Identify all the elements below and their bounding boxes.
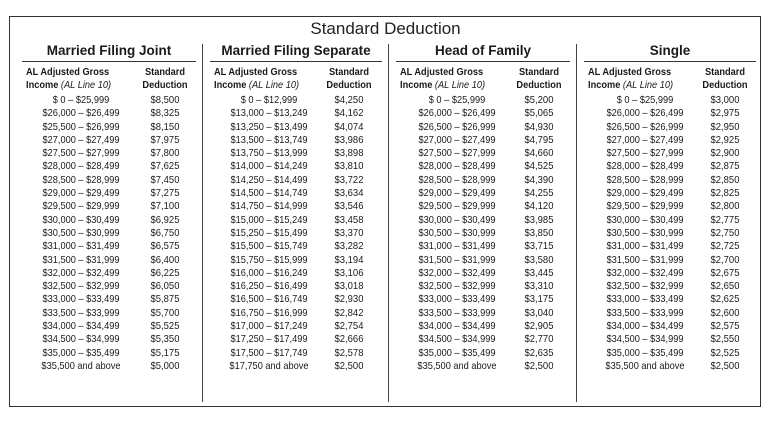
table-row [390,254,576,267]
table-row [578,134,762,147]
table-row [16,200,202,213]
income-range: $30,500 – $30,999 [42,226,120,239]
section-married-filing-separate [204,42,388,402]
deduction-amount: $7,975 [150,133,180,146]
income-range: $28,000 – $28,499 [418,160,496,173]
income-range: $33,000 – $33,499 [42,293,120,306]
deduction-amount: $2,875 [710,160,740,173]
income-range: $ 0 – $12,999 [240,94,298,106]
table-row [578,333,762,346]
table-row [578,200,762,213]
table-row [390,360,576,373]
income-range: $14,500 – $14,749 [230,187,308,200]
income-range: $32,500 – $32,999 [606,280,684,293]
income-range: $32,500 – $32,999 [418,280,496,293]
table-row [578,307,762,320]
income-range: $30,000 – $30,499 [42,213,120,226]
deduction-rows [16,94,202,373]
deduction-amount: $8,500 [150,94,180,106]
income-range: $13,000 – $13,249 [230,107,308,120]
table-row [578,160,762,173]
deduction-amount: $3,715 [524,240,554,253]
table-row [390,121,576,134]
deduction-amount: $6,400 [150,253,180,266]
income-range: $26,500 – $26,999 [606,120,684,133]
section-heading: Married Filing Separate [210,42,382,62]
deduction-column-header: Standard Deduction [702,66,748,91]
section-heading: Single [584,42,756,62]
income-range: $17,500 – $17,749 [230,346,308,359]
table-row [16,107,202,120]
deduction-amount: $2,925 [710,133,740,146]
deduction-amount: $2,850 [710,173,740,186]
table-row [390,227,576,240]
table-row [16,227,202,240]
deduction-amount: $2,775 [710,213,740,226]
table-row [578,121,762,134]
table-row [578,267,762,280]
income-range: $27,000 – $27,499 [42,133,120,146]
income-range: $28,500 – $28,999 [418,173,496,186]
income-range: $34,000 – $34,499 [42,320,120,333]
deduction-column-header: Standard Deduction [326,66,372,91]
deduction-amount: $2,800 [710,200,740,213]
table-row [390,94,576,107]
income-range: $34,000 – $34,499 [418,320,496,333]
deduction-amount: $3,580 [524,253,554,266]
table-row [390,200,576,213]
income-range: $33,000 – $33,499 [606,293,684,306]
deduction-amount: $4,250 [334,94,364,106]
table-row [16,240,202,253]
income-range: $31,500 – $31,999 [606,253,684,266]
table-row [204,214,388,227]
income-range: $29,500 – $29,999 [418,200,496,213]
income-range: $29,000 – $29,499 [606,187,684,200]
income-range: $27,500 – $27,999 [606,147,684,160]
deduction-amount: $2,975 [710,107,740,120]
income-range: $17,750 and above [229,359,309,372]
table-row [390,240,576,253]
deduction-amount: $5,700 [150,306,180,319]
deduction-amount: $2,600 [710,306,740,319]
table-row [16,160,202,173]
income-range: $32,000 – $32,499 [42,266,120,279]
table-row [204,320,388,333]
deduction-amount: $2,500 [710,359,740,372]
income-range: $30,000 – $30,499 [418,213,496,226]
income-range: $34,500 – $34,999 [418,333,496,346]
deduction-amount: $3,282 [334,240,364,253]
table-row [204,200,388,213]
deduction-amount: $7,450 [150,173,180,186]
deduction-amount: $2,500 [524,359,554,372]
table-row [204,147,388,160]
table-row [390,174,576,187]
deduction-amount: $7,800 [150,147,180,160]
table-row [204,293,388,306]
table-row [578,187,762,200]
income-range: $31,000 – $31,499 [606,240,684,253]
deduction-amount: $5,200 [524,94,554,106]
income-range: $16,250 – $16,499 [230,280,308,293]
deduction-amount: $2,905 [524,320,554,333]
table-row [390,214,576,227]
table-row [578,254,762,267]
table-row [16,360,202,373]
income-range: $32,000 – $32,499 [418,266,496,279]
deduction-amount: $2,725 [710,240,740,253]
deduction-amount: $2,930 [334,293,364,306]
table-row [390,307,576,320]
deduction-amount: $4,795 [524,133,554,146]
income-range: $35,500 and above [417,359,497,372]
deduction-amount: $6,575 [150,240,180,253]
deduction-amount: $4,162 [334,107,364,120]
deduction-amount: $2,575 [710,320,740,333]
table-row [16,121,202,134]
deduction-amount: $6,750 [150,226,180,239]
income-range: $35,500 and above [605,359,685,372]
deduction-amount: $7,275 [150,187,180,200]
income-range: $30,000 – $30,499 [606,213,684,226]
income-range: $16,000 – $16,249 [230,266,308,279]
deduction-amount: $6,050 [150,280,180,293]
income-range: $33,500 – $33,999 [418,306,496,319]
table-row [204,227,388,240]
income-range: $15,250 – $15,499 [230,226,308,239]
range-column-header: AL Adjusted Gross Income (AL Line 10) [400,66,486,91]
income-range: $33,000 – $33,499 [418,293,496,306]
income-range: $26,000 – $26,499 [418,107,496,120]
income-range: $35,000 – $35,499 [418,346,496,359]
deduction-amount: $3,634 [334,187,364,200]
deduction-amount: $4,120 [524,200,554,213]
deduction-amount: $3,546 [334,200,364,213]
deduction-amount: $2,525 [710,346,740,359]
income-range: $33,500 – $33,999 [42,306,120,319]
table-row [16,280,202,293]
deduction-amount: $3,458 [334,213,364,226]
deduction-amount: $2,750 [710,226,740,239]
deduction-amount: $8,325 [150,107,180,120]
income-range: $30,500 – $30,999 [606,226,684,239]
deduction-amount: $4,525 [524,160,554,173]
table-row [578,107,762,120]
table-row [390,267,576,280]
table-row [16,94,202,107]
range-column-header: AL Adjusted Gross Income (AL Line 10) [214,66,300,91]
income-range: $33,500 – $33,999 [606,306,684,319]
deduction-amount: $2,635 [524,346,554,359]
table-row [390,280,576,293]
income-range: $35,000 – $35,499 [42,346,120,359]
income-range: $ 0 – $25,999 [428,94,486,106]
table-row [204,333,388,346]
income-range: $13,750 – $13,999 [230,147,308,160]
table-row [16,293,202,306]
deduction-amount: $2,625 [710,293,740,306]
deduction-amount: $5,525 [150,320,180,333]
income-range: $26,500 – $26,999 [418,120,496,133]
table-row [204,280,388,293]
income-range: $31,500 – $31,999 [418,253,496,266]
income-range: $35,000 – $35,499 [606,346,684,359]
table-row [16,254,202,267]
table-row [204,360,388,373]
table-row [578,94,762,107]
income-range: $32,500 – $32,999 [42,280,120,293]
deduction-amount: $5,875 [150,293,180,306]
income-range: $27,000 – $27,499 [606,133,684,146]
section-single [578,42,762,402]
table-row [204,240,388,253]
income-range: $31,000 – $31,499 [418,240,496,253]
deduction-amount: $2,666 [334,333,364,346]
deduction-amount: $2,675 [710,266,740,279]
income-range: $ 0 – $25,999 [616,94,674,106]
deduction-amount: $3,040 [524,306,554,319]
deduction-amount: $3,310 [524,280,554,293]
income-range: $26,000 – $26,499 [42,107,120,120]
deduction-amount: $3,722 [334,173,364,186]
deduction-amount: $3,175 [524,293,554,306]
section-heading: Married Filing Joint [22,42,196,62]
table-row [204,187,388,200]
income-range: $14,000 – $14,249 [230,160,308,173]
deduction-rows [204,94,388,373]
income-range: $29,500 – $29,999 [606,200,684,213]
income-range: $30,500 – $30,999 [418,226,496,239]
deduction-amount: $3,194 [334,253,364,266]
income-range: $26,000 – $26,499 [606,107,684,120]
table-row [204,267,388,280]
table-row [390,107,576,120]
deduction-amount: $4,660 [524,147,554,160]
deduction-amount: $6,925 [150,213,180,226]
deduction-rows [578,94,762,373]
table-row [578,347,762,360]
section-head-of-family [390,42,576,402]
deduction-amount: $5,175 [150,346,180,359]
income-range: $16,500 – $16,749 [230,293,308,306]
table-row [16,147,202,160]
deduction-amount: $3,018 [334,280,364,293]
income-range: $14,750 – $14,999 [230,200,308,213]
income-range: $ 0 – $25,999 [52,94,110,106]
page-title: Standard Deduction [310,19,461,38]
deduction-amount: $4,074 [334,120,364,133]
income-range: $34,500 – $34,999 [606,333,684,346]
table-row [16,333,202,346]
table-row [16,347,202,360]
range-column-header: AL Adjusted Gross Income (AL Line 10) [588,66,674,91]
table-row [204,107,388,120]
deduction-amount: $7,625 [150,160,180,173]
deduction-column-header: Standard Deduction [516,66,562,91]
deduction-amount: $3,986 [334,133,364,146]
income-range: $29,500 – $29,999 [42,200,120,213]
section-married-filing-joint [16,42,202,402]
deduction-amount: $3,000 [710,94,740,106]
table-row [578,147,762,160]
deduction-amount: $4,255 [524,187,554,200]
table-row [16,187,202,200]
income-range: $34,500 – $34,999 [42,333,120,346]
income-range: $13,500 – $13,749 [230,133,308,146]
table-row [204,134,388,147]
income-range: $32,000 – $32,499 [606,266,684,279]
income-range: $14,250 – $14,499 [230,173,308,186]
table-row [204,121,388,134]
table-row [390,320,576,333]
deduction-amount: $3,106 [334,266,364,279]
income-range: $29,000 – $29,499 [42,187,120,200]
income-range: $27,000 – $27,499 [418,133,496,146]
deduction-amount: $2,650 [710,280,740,293]
deduction-amount: $3,985 [524,213,554,226]
range-column-header: AL Adjusted Gross Income (AL Line 10) [26,66,112,91]
table-row [390,293,576,306]
table-row [390,187,576,200]
table-row [204,347,388,360]
table-row [16,134,202,147]
income-range: $29,000 – $29,499 [418,187,496,200]
income-range: $28,000 – $28,499 [606,160,684,173]
table-row [16,307,202,320]
table-row [578,360,762,373]
deduction-amount: $7,100 [150,200,180,213]
table-row [578,320,762,333]
deduction-amount: $3,370 [334,226,364,239]
table-row [204,174,388,187]
income-range: $31,000 – $31,499 [42,240,120,253]
income-range: $13,250 – $13,499 [230,120,308,133]
deduction-amount: $3,810 [334,160,364,173]
deduction-amount: $6,225 [150,266,180,279]
income-range: $15,000 – $15,249 [230,213,308,226]
income-range: $35,500 and above [41,359,121,372]
deduction-rows [390,94,576,373]
section-divider [576,44,577,402]
section-divider [202,44,203,402]
table-row [390,347,576,360]
table-row [578,214,762,227]
deduction-amount: $3,445 [524,266,554,279]
table-row [204,254,388,267]
income-range: $34,000 – $34,499 [606,320,684,333]
income-range: $28,000 – $28,499 [42,160,120,173]
deduction-amount: $2,578 [334,346,364,359]
deduction-amount: $2,754 [334,320,364,333]
table-row [390,333,576,346]
deduction-amount: $4,930 [524,120,554,133]
table-row [578,174,762,187]
income-range: $31,500 – $31,999 [42,253,120,266]
income-range: $28,500 – $28,999 [42,173,120,186]
deduction-amount: $2,500 [334,359,364,372]
income-range: $15,750 – $15,999 [230,253,308,266]
table-row [16,267,202,280]
deduction-amount: $2,825 [710,187,740,200]
table-row [390,134,576,147]
income-range: $27,500 – $27,999 [42,147,120,160]
deduction-amount: $2,950 [710,120,740,133]
table-row [16,320,202,333]
income-range: $27,500 – $27,999 [418,147,496,160]
income-range: $15,500 – $15,749 [230,240,308,253]
deduction-amount: $2,550 [710,333,740,346]
income-range: $17,250 – $17,499 [230,333,308,346]
income-range: $25,500 – $26,999 [42,120,120,133]
deduction-amount: $5,350 [150,333,180,346]
deduction-amount: $3,898 [334,147,364,160]
table-row [578,240,762,253]
table-row [578,280,762,293]
income-range: $17,000 – $17,249 [230,320,308,333]
table-row [204,160,388,173]
section-divider [388,44,389,402]
table-row [16,174,202,187]
income-range: $16,750 – $16,999 [230,306,308,319]
deduction-amount: $5,065 [524,107,554,120]
income-range: $28,500 – $28,999 [606,173,684,186]
deduction-amount: $4,390 [524,173,554,186]
deduction-amount: $5,000 [150,359,180,372]
deduction-amount: $2,842 [334,306,364,319]
table-row [204,94,388,107]
deduction-amount: $3,850 [524,226,554,239]
table-row [390,147,576,160]
table-row [578,293,762,306]
deduction-amount: $2,700 [710,253,740,266]
deduction-amount: $2,900 [710,147,740,160]
section-heading: Head of Family [396,42,570,62]
deduction-amount: $8,150 [150,120,180,133]
deduction-column-header: Standard Deduction [142,66,188,91]
table-row [390,160,576,173]
table-row [204,307,388,320]
deduction-amount: $2,770 [524,333,554,346]
table-row [578,227,762,240]
table-row [16,214,202,227]
